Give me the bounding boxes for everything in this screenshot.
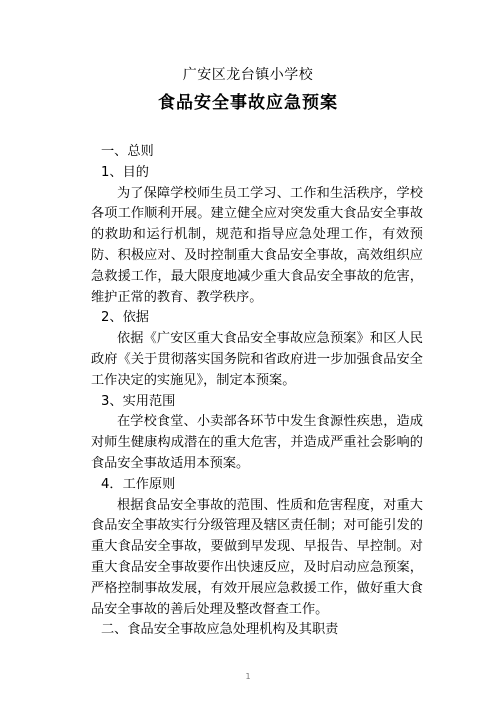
- page-number: 1: [245, 672, 251, 681]
- paragraph-principles: 根据食品安全事故的范围、性质和危害程度，对重大食品安全事故实行分级管理及辖区责任制；对可能引发的重大食品安全事故，要做到早发现、早报告、早控制。对重大食品安全事故要作出快速反应，及时启动应急预案，严格控制事故发展，有效开展应急救援工作，做好重大食品安全事故的善后处理及整改督查工作。: [91, 497, 423, 617]
- section-heading-general: 一、总则: [101, 144, 154, 159]
- paragraph-scope: 在学校食堂、小卖部各环节中发生食源性疾患，造成对师生健康构成潜在的重大危害，并造成严重社会影响的食品安全事故适用本预案。: [91, 414, 423, 471]
- subheading-basis: 2、依据: [101, 310, 149, 326]
- paragraph-basis: 依据《广安区重大食品安全事故应急预案》和区人民政府《关于贯彻落实国务院和省政府进一步加强食品安全工作决定的实施见》，制定本预案。: [91, 331, 423, 388]
- section-heading-organization: 二、食品安全事故应急处理机构及其职责: [101, 622, 339, 638]
- subheading-scope: 3、实用范围: [101, 393, 176, 409]
- document-body: [91, 142, 423, 641]
- document-title: 食品安全事故应急预案: [158, 93, 338, 113]
- subheading-principles: 4．工作原则: [101, 476, 176, 492]
- school-name: 广安区龙台镇小学校: [182, 67, 314, 83]
- subheading-purpose: 1、目的: [101, 164, 149, 180]
- paragraph-purpose: 为了保障学校师生员工学习、工作和生活秩序，学校各项工作顺利开展。建立健全应对突发重大食品安全事故的救助和运行机制，规范和指导应急处理工作，有效预防、积极应对、及时控制重大食品安全事故，高效组织应急救援工作，最大限度地减少重大食品安全事故的危害，维护正常的教育、教学秩序。: [91, 185, 423, 305]
